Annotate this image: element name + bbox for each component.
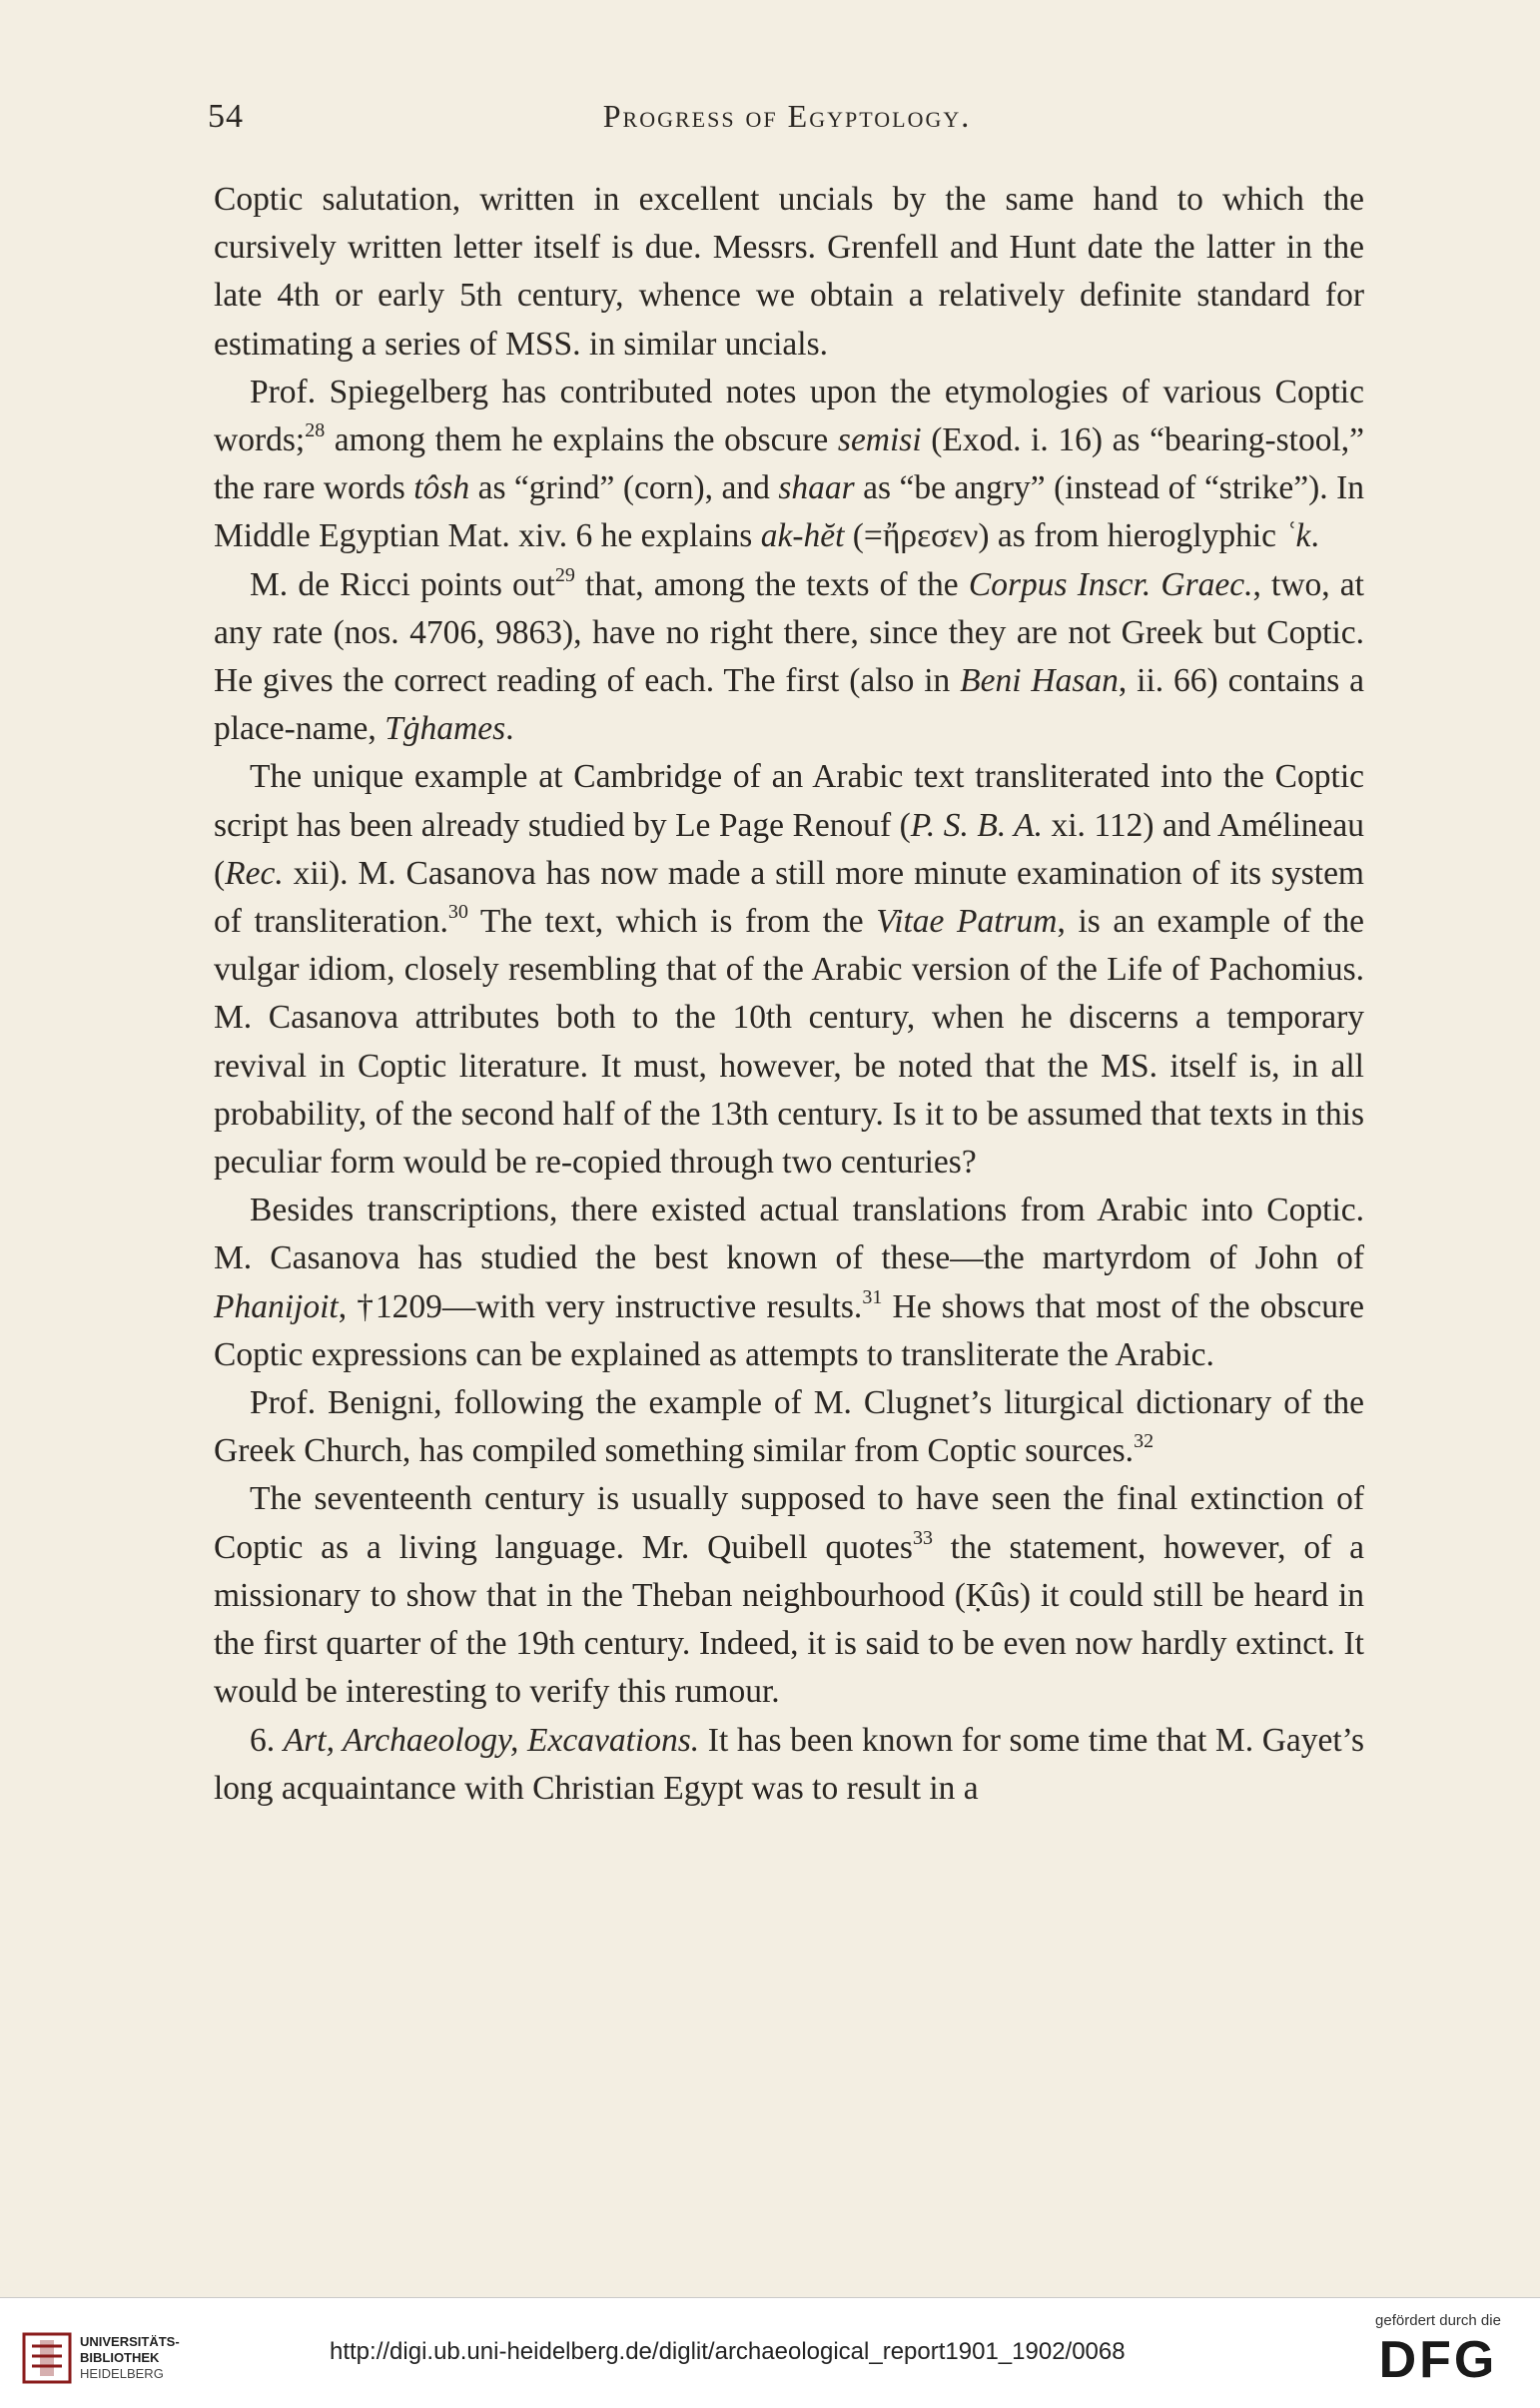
italic-term: Vitae Patrum [876, 903, 1058, 941]
text-run: , †1209—with very instructive results. [338, 1287, 863, 1325]
italic-term: ʿk [1284, 517, 1311, 555]
body-text [214, 176, 1364, 1813]
text-run: xi. 112) and Amélineau ( [214, 806, 1365, 892]
text-run: The text, which is from the [467, 903, 877, 941]
library-logo[interactable] [22, 2328, 202, 2388]
italic-term: Tġhames [385, 710, 506, 748]
italic-term: P. S. B. A. [910, 806, 1043, 844]
italic-term: tôsh [413, 469, 470, 507]
footnote-ref-30: 30 [447, 901, 468, 924]
text-run: as “be angry” (instead of “strike”). In Middle Egyptian Mat. xiv. 6 he explains [214, 469, 1364, 555]
footnote-ref-28: 28 [305, 419, 326, 442]
italic-term: shaar [778, 469, 855, 507]
text-run: Coptic salutation, written in excellent uncials by the same hand to which the cursively written letter itself is due. Messrs. Grenfell and Hunt date the latter in the late 4th or early 5th century, whence we obtain a relatively definite standard for estimating a series of MSS. in similar uncials. [214, 181, 1364, 363]
text-run: xii). M. Casanova has now made a still more minute examination of its system of transliteration. [214, 854, 1364, 941]
text-run: (Exod. i. 16) as “bearing-stool,” the rare words [214, 421, 1364, 507]
footnote-ref-33: 33 [912, 1526, 933, 1549]
library-name-line: BIBLIOTHEK [80, 2350, 160, 2365]
paragraph-8 [214, 1717, 1364, 1813]
paragraph-2 [214, 369, 1364, 561]
page-header [208, 98, 1366, 148]
text-run: that, among the texts of the [574, 565, 969, 603]
text-run: M. de Ricci points out [250, 565, 555, 603]
running-title: Progress of Egyptology. [602, 98, 972, 134]
italic-term: Corpus Inscr. Graec. [968, 565, 1253, 603]
text-run: He shows that most of the obscure Coptic expressions can be explained as attempts to transliterate the Arabic. [214, 1287, 1364, 1373]
footnote-ref-29: 29 [554, 563, 575, 586]
footnote-ref-31: 31 [862, 1285, 883, 1308]
funder-badge[interactable] [1358, 2312, 1518, 2391]
italic-term: Phanijoit [214, 1287, 339, 1325]
text-run: The seventeenth century is usually supposed to have seen the final extinction of Coptic as a living language. Mr. Quibell quotes [214, 1480, 1364, 1566]
italic-term: ak-hĕt [760, 517, 845, 555]
permalink-url[interactable]: http://digi.ub.uni-heidelberg.de/diglit/archaeological_report1901_1902/0068 [330, 2338, 1126, 2365]
funded-by-label: gefördert durch die [1375, 2312, 1501, 2329]
university-seal-icon [22, 2332, 72, 2384]
paragraph-3 [214, 561, 1364, 754]
text-run: . [1310, 517, 1319, 555]
viewer-footer [0, 2297, 1540, 2408]
text-run: Prof. Spiegelberg has contributed notes upon the etymologies of various Coptic words; [214, 373, 1364, 459]
text-run: 6. [250, 1721, 284, 1759]
library-name-line: HEIDELBERG [80, 2366, 164, 2381]
text-run: Besides transcriptions, there existed actual translations from Arabic into Coptic. M. Casanova has studied the best known of these—the martyrdom of John of [214, 1192, 1364, 1277]
paragraph-4 [214, 753, 1364, 1187]
text-run: among them he explains the obscure [325, 421, 838, 459]
text-run: , two, at any rate (nos. 4706, 9863), have no right there, since they are not Greek but Coptic. He gives the correct reading of each. The first (also in [214, 565, 1364, 700]
dfg-logo: DFG [1378, 2331, 1498, 2389]
text-run: , is an example of the vulgar idiom, closely resembling that of the Arabic version of the Life of Pachomius. M. Casanova attributes both to the 10th century, when he discerns a temporary revival in Coptic literature. It must, however, be noted that the MS. itself is, in all probability, of the second half of the 13th century. Is it to be assumed that texts in this peculiar form would be re-copied through two centuries? [214, 903, 1364, 1182]
italic-term: Beni Hasan [960, 662, 1119, 700]
text-run: It has been known for some time that M. Gayet’s long acquaintance with Christian Egypt was to result in a [214, 1721, 1365, 1807]
text-run: (=ἤρεσεν) as from hieroglyphic [844, 517, 1285, 555]
italic-term: semisi [837, 421, 922, 459]
paragraph-7 [214, 1475, 1364, 1716]
text-run: the statement, however, of a missionary to show that in the Theban neighbourhood (Ḳûs) it could still be heard in the first quarter of the 19th century. Indeed, it is said to be even now hardly extinct. It would be interesting to verify this rumour. [214, 1528, 1365, 1711]
text-run: The unique example at Cambridge of an Arabic text transliterated into the Coptic script has been already studied by Le Page Renouf ( [214, 758, 1364, 844]
text-run: Prof. Benigni, following the example of M. Clugnet’s liturgical dictionary of the Greek Church, has compiled something similar from Coptic sources. [214, 1384, 1364, 1470]
paragraph-6 [214, 1379, 1364, 1475]
library-name-line: UNIVERSITÄTS- [80, 2334, 180, 2349]
paragraph-1 [214, 176, 1364, 369]
text-run: as “grind” (corn), and [469, 469, 779, 507]
section-heading: Art, Archaeology, Excavations. [283, 1721, 700, 1759]
text-run: . [505, 710, 514, 748]
library-name [80, 2334, 180, 2382]
paragraph-5 [214, 1187, 1364, 1379]
italic-term: Rec. [225, 854, 284, 892]
footnote-ref-32: 32 [1134, 1430, 1155, 1453]
page-number: 54 [208, 98, 244, 135]
text-run: , ii. 66) contains a place-name, [214, 662, 1365, 748]
